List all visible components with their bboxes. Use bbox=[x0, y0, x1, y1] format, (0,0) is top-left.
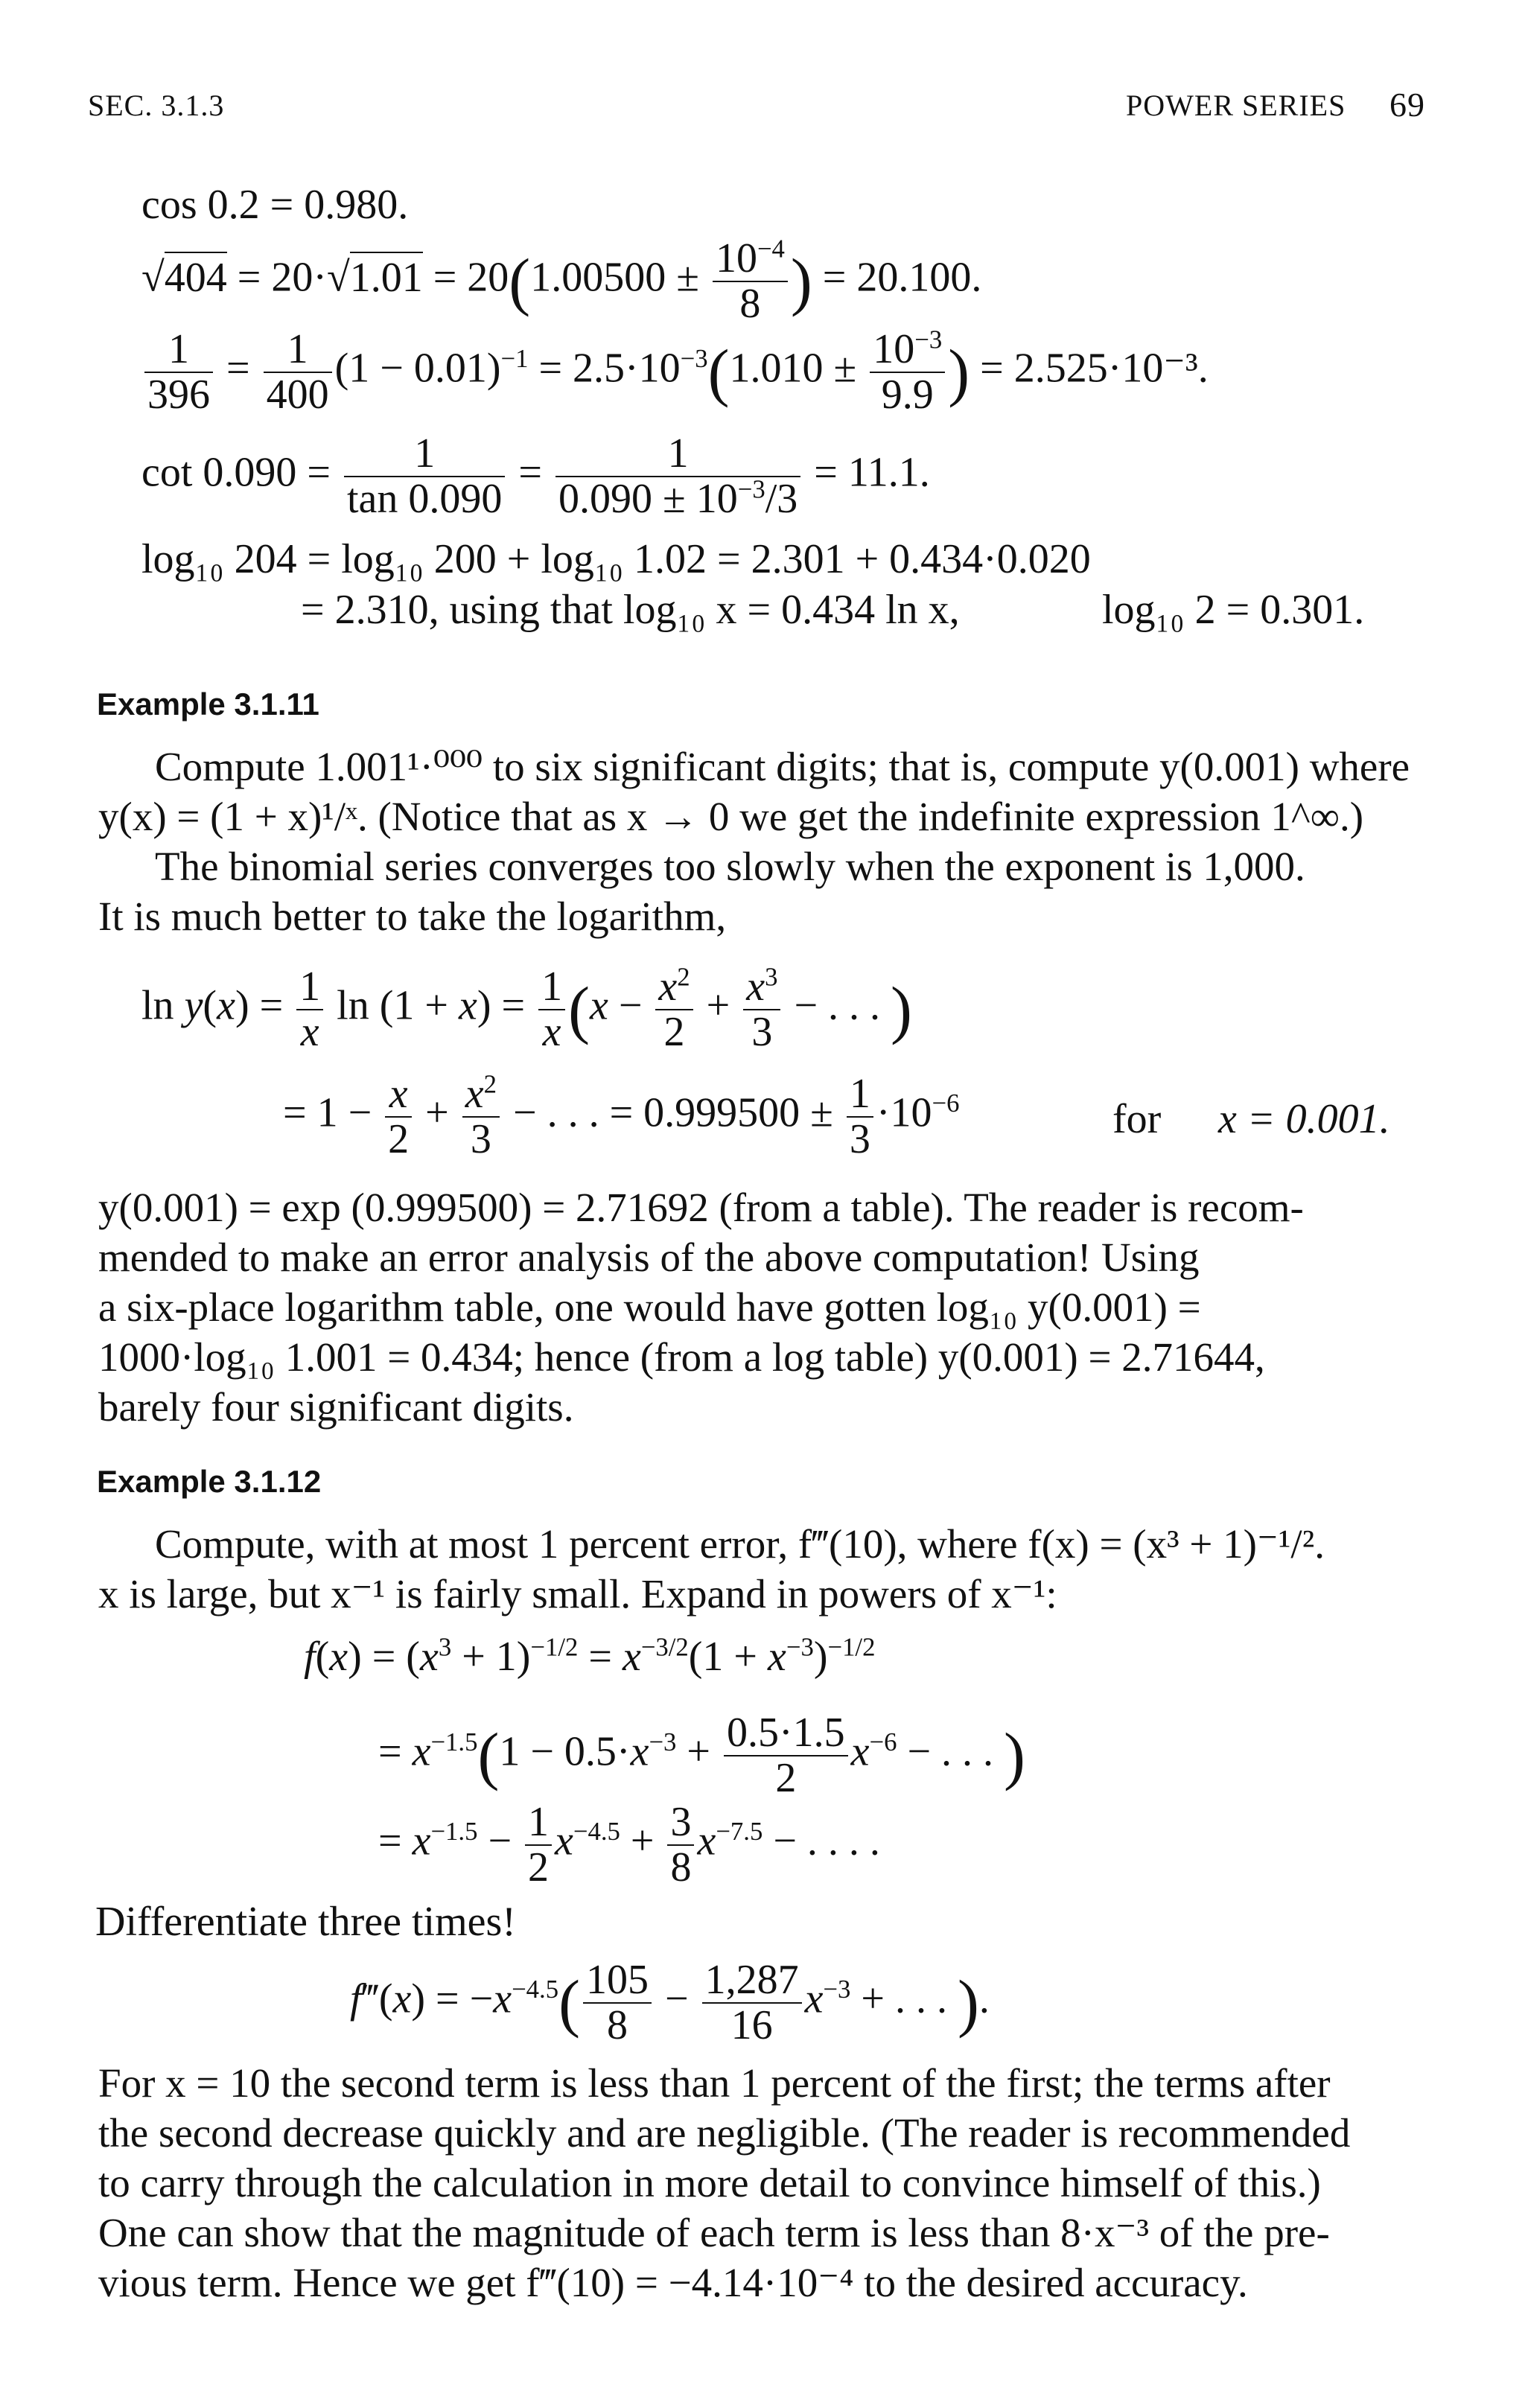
closing-line: to carry through the calculation in more detail to convince himself of this.) bbox=[98, 2160, 1321, 2205]
closing-line: vious term. Hence we get f‴(10) = −4.14·10⁻⁴ to the desired accuracy. bbox=[98, 2260, 1248, 2305]
eq-ln-y-line1: ln y(x) = $\frac{1}{x}$ ln (1 + x) = $\frac{1}{x}$ (x − $\frac{x^2}{2}$ + $\frac{x^3}{3}$ − . . . ) bbox=[141, 962, 912, 1055]
eq-cot: cot 0.090 = $\frac{1}{\tan 0.090}$ = $\frac{1}{0.090 \pm 10^{-3}/3}$ = 11.1. bbox=[141, 430, 930, 522]
eq-cot-result: = 11.1. bbox=[814, 449, 930, 496]
result-line: 1000·log₁₀ 1.001 = 0.434; hence (from a log table) y(0.001) = 2.71644, bbox=[98, 1334, 1265, 1380]
differentiate-line: Differentiate three times! bbox=[95, 1899, 516, 1945]
intro-line: Compute, with at most 1 percent error, f‴(10), where f(x) = (x³ + 1)⁻¹/². bbox=[155, 1521, 1325, 1567]
eq-sqrt404-result: = 20.100. bbox=[822, 254, 982, 301]
page-number: 69 bbox=[1389, 86, 1425, 124]
intro-line: Compute 1.001¹·⁰⁰⁰ to six significant digits; that is, compute y(0.001) where bbox=[155, 744, 1410, 789]
section-label: SEC. 3.1.3 bbox=[88, 89, 225, 122]
example-3-1-11-heading: Example 3.1.11 bbox=[97, 687, 319, 722]
result-line: mended to make an error analysis of the above computation! Using bbox=[98, 1235, 1200, 1280]
eq-for-word: for bbox=[1112, 1096, 1162, 1142]
eq-log-line1: log₁₀ 204 = log₁₀ 200 + log₁₀ 1.02 = 2.301 + 0.434·0.020 bbox=[141, 536, 1091, 582]
closing-line: One can show that the magnitude of each term is less than 8·x⁻³ of the pre- bbox=[98, 2210, 1330, 2255]
eq-fx-line1: $f(x) = (x^3 + 1)^{-1/2} = x^{-3/2}(1 + x^{-3})^{-1/2}$ bbox=[304, 1632, 876, 1680]
example-3-1-11-result bbox=[98, 1182, 1424, 1432]
eq-cos: cos 0.2 = 0.980. bbox=[141, 182, 409, 228]
eq-inv396: $\frac{1}{396}$ = $\frac{1}{400}$ $(1 - 0.01)^{-1} = 2.5\cdot 10^{-3}(1.010$ ± $\frac{10^{-3}}{9.9}$ ) = 2.525·10⁻³. bbox=[141, 328, 1209, 417]
eq-inv396-result: = 2.525·10⁻³. bbox=[980, 345, 1209, 392]
running-title: POWER SERIES bbox=[1126, 89, 1346, 122]
intro-line: It is much better to take the logarithm, bbox=[98, 894, 727, 939]
intro-line: y(x) = (1 + x)¹/ˣ. (Notice that as x → 0 we get the indefinite expression 1^∞.) bbox=[98, 794, 1364, 839]
example-3-1-12-intro bbox=[98, 1519, 1424, 1619]
closing-line: the second decrease quickly and are negligible. (The reader is recommended bbox=[98, 2110, 1351, 2156]
result-line: barely four significant digits. bbox=[98, 1384, 574, 1430]
result-line: a six-place logarithm table, one would have gotten log₁₀ y(0.001) = bbox=[98, 1284, 1201, 1330]
closing-line: For x = 10 the second term is less than 1 percent of the first; the terms after bbox=[98, 2060, 1331, 2106]
intro-line: x is large, but x⁻¹ is fairly small. Expand in powers of x⁻¹: bbox=[98, 1571, 1057, 1617]
example-3-1-12-heading: Example 3.1.12 bbox=[97, 1464, 322, 1499]
eq-fx-line2: = $x^{-1.5}(1 - 0.5\cdot x^{-3}$ + $\frac{0.5\cdot 1.5}{2}$ $x^{-6}$ − . . . ) bbox=[378, 1710, 1025, 1801]
eq-ln-y-line2: = 1 − $\frac{x}{2}$ + $\frac{x^2}{3}$ − . . . = 0.999500 ± $\frac{1}{3}$ $\cdot 10^{-6}$ bbox=[283, 1069, 960, 1162]
eq-log-line2: = 2.310, using that log₁₀ x = 0.434 ln x, bbox=[301, 587, 960, 633]
eq-fppp: f‴(x) = $-x^{-4.5}$( $\frac{105}{8}$ − $\frac{1,287}{16}$ $x^{-3}$ + . . . ). bbox=[350, 1957, 990, 2048]
eq-log-line2-right: log₁₀ 2 = 0.301. bbox=[1102, 587, 1365, 633]
eq-fx-line3: = $x^{-1.5}$ − $\frac{1}{2}$ $x^{-4.5}$ + $\frac{3}{8}$ $x^{-7.5}$ − . . . . bbox=[378, 1799, 880, 1891]
example-3-1-12-closing bbox=[98, 2058, 1424, 2307]
eq-x-value: x = 0.001. bbox=[1218, 1096, 1390, 1142]
result-line: y(0.001) = exp (0.999500) = 2.71692 (from a table). The reader is recom- bbox=[98, 1185, 1304, 1230]
intro-line: The binomial series converges too slowly when the exponent is 1,000. bbox=[155, 844, 1305, 889]
example-3-1-11-intro bbox=[98, 742, 1424, 941]
eq-sqrt404: √404 = 20·√1.01 = 20(1.00500 ± $\frac{10^{-4}}{8}$ ) = 20.100. bbox=[141, 234, 982, 327]
